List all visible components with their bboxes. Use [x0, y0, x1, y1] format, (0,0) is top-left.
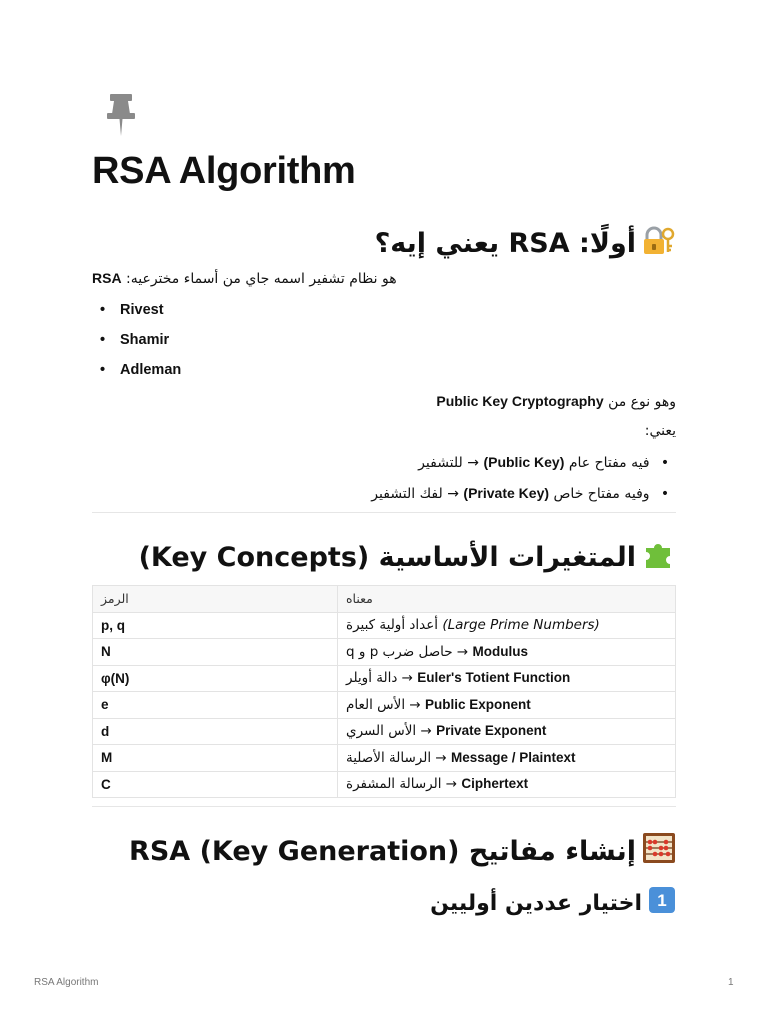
key-suffix: → للتشفير: [418, 455, 484, 471]
key-suffix: → لفك التشفير: [371, 486, 464, 502]
meaning-cell: الرسالة الأصلية → Message / Plaintext: [338, 745, 676, 772]
intro-text: هو نظام تشفير اسمه جاي من أسماء مخترعيه:: [126, 271, 397, 287]
footer-title: RSA Algorithm: [34, 977, 99, 988]
section-heading-text: إنشاء مفاتيح RSA (Key Generation): [129, 836, 636, 867]
list-item: [92, 483, 676, 514]
page-title: RSA Algorithm: [92, 150, 356, 192]
section-heading-key-generation: [92, 832, 676, 871]
meaning-cell: الرسالة المشفرة → Ciphertext: [338, 771, 676, 798]
meaning-en: Ciphertext: [461, 776, 529, 792]
key-term: (Private Key): [463, 485, 550, 501]
symbol-cell: φ(N): [93, 665, 338, 692]
table-row: [93, 771, 676, 798]
header-meaning: معناه: [338, 586, 676, 613]
list-item: [92, 452, 676, 483]
meaning-ar: الأس العام: [346, 696, 406, 713]
section-heading-rsa-meaning: [92, 226, 676, 263]
key-prefix: وفيه مفتاح خاص: [549, 486, 650, 502]
header-symbol: الرمز: [93, 586, 338, 613]
meaning-en: Modulus: [472, 643, 529, 659]
section-heading-text: المتغيرات الأساسية (Key Concepts): [138, 542, 636, 573]
meaning-en: Public Exponent: [424, 696, 531, 712]
meaning-ar: الرسالة الأصلية: [346, 749, 432, 766]
abacus-icon: [642, 832, 676, 871]
pushpin-icon: [104, 92, 138, 138]
keycap-one-icon: [648, 886, 676, 920]
meaning-ar: أعداد أولية كبيرة: [346, 617, 439, 634]
crypto-type-line: [92, 393, 676, 410]
list-item: • Adleman: [100, 360, 181, 390]
meaning-ar: الأس السري: [346, 723, 417, 740]
meaning-cell: الأس السري → Private Exponent: [338, 718, 676, 745]
rsa-intro: [92, 270, 397, 287]
list-item: • Shamir: [100, 330, 181, 360]
meaning-cell: [338, 612, 676, 639]
intro-term: RSA: [92, 270, 122, 286]
meaning-ar: حاصل ضرب p و q: [346, 643, 453, 660]
svg-text:1: 1: [657, 891, 667, 910]
section-heading-text: أولًا: RSA يعني إيه؟: [374, 228, 636, 259]
inventors-list: [100, 300, 181, 390]
meaning-ar: دالة أويلر: [346, 670, 398, 687]
symbol-cell: e: [93, 692, 338, 719]
meaning-en: Private Exponent: [436, 723, 547, 739]
table-row: [93, 639, 676, 666]
table-header-row: [93, 586, 676, 613]
symbol-cell: d: [93, 718, 338, 745]
symbol-cell: M: [93, 745, 338, 772]
key-prefix: فيه مفتاح عام: [564, 455, 650, 471]
footer-page-number: 1: [728, 977, 734, 988]
meaning-en: Euler's Totient Function: [417, 670, 571, 686]
meaning-cell: حاصل ضرب p و q → Modulus: [338, 639, 676, 666]
meaning-cell: دالة أويلر → Euler's Totient Function: [338, 665, 676, 692]
meaning-en: Message / Plaintext: [450, 749, 576, 765]
step-heading-choose-primes: [92, 886, 676, 920]
keys-list: [92, 452, 676, 514]
table-row: [93, 745, 676, 772]
table-row: [93, 692, 676, 719]
meaning-cell: الأس العام → Public Exponent: [338, 692, 676, 719]
table-row: [93, 612, 676, 639]
divider: [92, 806, 676, 807]
meaning-en: (Large Prime Numbers): [442, 617, 600, 634]
key-concepts-table: [92, 585, 676, 798]
table-row: [93, 665, 676, 692]
divider: [92, 512, 676, 513]
locked-with-key-icon: [642, 226, 676, 263]
meaning-ar: الرسالة المشفرة: [346, 776, 442, 793]
table-row: [93, 718, 676, 745]
symbol-cell: p, q: [93, 612, 338, 639]
list-item: • Rivest: [100, 300, 181, 330]
type-prefix: وهو نوع من: [603, 394, 676, 410]
step-heading-text: اختيار عددين أوليين: [430, 891, 642, 916]
key-term: (Public Key): [483, 454, 565, 470]
section-heading-key-concepts: [92, 538, 676, 577]
meaning-label: يعني:: [644, 423, 676, 439]
type-term: Public Key Cryptography: [436, 393, 604, 409]
symbol-cell: C: [93, 771, 338, 798]
symbol-cell: N: [93, 639, 338, 666]
puzzle-piece-icon: [642, 538, 676, 577]
